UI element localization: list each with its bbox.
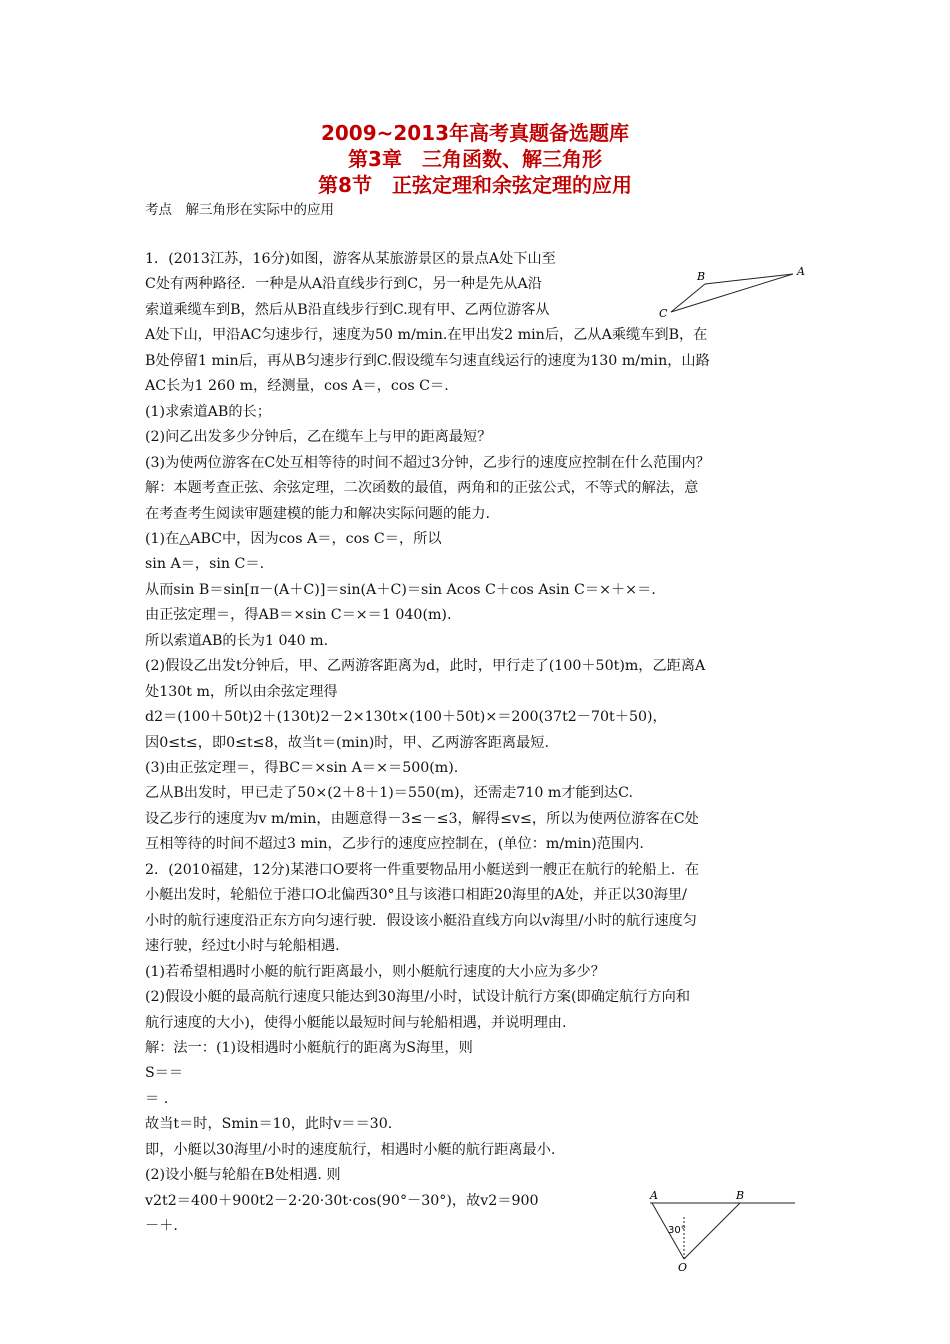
- vertex-label-a: A: [797, 265, 805, 278]
- text-line: sin A＝，sin C＝.: [145, 556, 265, 572]
- text-line: AC长为1 260 m，经测量，cos A＝，cos C＝.: [145, 378, 449, 394]
- text-line: C处有两种路径．一种是从A沿直线步行到C，另一种是先从A沿: [145, 276, 542, 292]
- text-line: 在考查考生阅读审题建模的能力和解决实际问题的能力.: [145, 506, 491, 522]
- text-line: 故当t＝时，Smin＝10，此时v＝＝30.: [145, 1116, 393, 1132]
- text-line: (2)假设乙出发t分钟后，甲、乙两游客距离为d，此时，甲行走了(100＋50t)m，乙距离A: [145, 658, 706, 674]
- topic-label: 考点 解三角形在实际中的应用: [145, 202, 334, 218]
- text-line: v2t2＝400＋900t2－2·20·30t·cos(90°－30°)，故v2＝900: [145, 1193, 539, 1209]
- section-title: 第8节 正弦定理和余弦定理的应用: [318, 173, 632, 197]
- segment-bo: [684, 1203, 740, 1259]
- text-line: (2)问乙出发多少分钟后，乙在缆车上与甲的距离最短？: [145, 429, 492, 445]
- text-line: B处停留1 min后，再从B匀速步行到C.假设缆车匀速直线运行的速度为130 m/min，山路: [145, 353, 710, 369]
- text-line: 解：本题考查正弦、余弦定理，二次函数的最值，两角和的正弦公式，不等式的解法，意: [145, 480, 699, 496]
- text-line: (2)设小艇与轮船在B处相遇. 则: [145, 1167, 341, 1183]
- text-line: 因0≤t≤，即0≤t≤8，故当t＝(min)时，甲、乙两游客距离最短.: [145, 735, 550, 751]
- text-line: 小时的航行速度沿正东方向匀速行驶．假设该小艇沿直线方向以v海里/小时的航行速度匀: [145, 913, 697, 929]
- segment-ac: [671, 274, 793, 312]
- text-line: －＋.: [145, 1218, 178, 1234]
- point-label-b: B: [736, 1189, 745, 1202]
- text-line: 1．(2013江苏，16分)如图，游客从某旅游景区的景点A处下山至: [145, 251, 556, 267]
- text-line: (1)求索道AB的长；: [145, 404, 271, 420]
- text-line: (3)为使两位游客在C处互相等待的时间不超过3分钟，乙步行的速度应控制在什么范围内？: [145, 455, 710, 471]
- point-label-a: A: [650, 1189, 658, 1202]
- text-line: 从而sin B＝sin[π－(A＋C)]＝sin(A＋C)＝sin Acos C＋cos Asin C＝×＋×＝.: [145, 582, 656, 598]
- text-line: d2＝(100＋50t)2＋(130t)2－2×130t×(100＋50t)×＝200(37t2－70t＋50)，: [145, 709, 667, 725]
- text-line: 索道乘缆车到B，然后从B沿直线步行到C.现有甲、乙两位游客从: [145, 302, 550, 318]
- text-line: 航行速度的大小)，使得小艇能以最短时间与轮船相遇，并说明理由.: [145, 1015, 567, 1031]
- vertex-label-b: B: [697, 270, 706, 283]
- document-title: 2009~2013年高考真题备选题库: [320, 121, 630, 145]
- navigation-figure: [640, 1185, 800, 1275]
- triangle-abc-figure: [655, 262, 815, 322]
- text-line: ＝ .: [145, 1091, 169, 1107]
- text-line: 速行驶，经过t小时与轮船相遇.: [145, 938, 340, 954]
- text-line: 即，小艇以30海里/小时的速度航行，相遇时小艇的航行距离最小.: [145, 1142, 556, 1158]
- segment-ab: [705, 274, 793, 284]
- text-line: 由正弦定理＝，得AB＝×sin C＝×＝1 040(m).: [145, 607, 452, 623]
- text-line: A处下山，甲沿AC匀速步行，速度为50 m/min.在甲出发2 min后，乙从A乘缆车到B，在: [145, 327, 708, 343]
- text-line: 所以索道AB的长为1 040 m.: [145, 633, 329, 649]
- text-line: (2)假设小艇的最高航行速度只能达到30海里/小时，试设计航行方案(即确定航行方向和: [145, 989, 691, 1005]
- text-line: (1)若希望相遇时小艇的航行距离最小，则小艇航行速度的大小应为多少？: [145, 964, 605, 980]
- chapter-title: 第3章 三角函数、解三角形: [348, 147, 602, 171]
- text-line: 小艇出发时，轮船位于港口O北偏西30°且与该港口相距20海里的A处，并正以30海里/: [145, 887, 687, 903]
- text-line: (1)在△ABC中，因为cos A＝，cos C＝，所以: [145, 531, 442, 547]
- point-label-o: O: [678, 1261, 688, 1274]
- text-line: 处130t m，所以由余弦定理得: [145, 684, 338, 700]
- vertex-label-c: C: [659, 307, 668, 320]
- text-line: 互相等待的时间不超过3 min，乙步行的速度应控制在，(单位：m/min)范围内.: [145, 836, 644, 852]
- angle-label: 30°: [668, 1225, 686, 1236]
- text-line: S＝＝: [145, 1065, 184, 1081]
- text-line: 解：法一：(1)设相遇时小艇航行的距离为S海里，则: [145, 1040, 473, 1056]
- text-line: 乙从B出发时，甲已走了50×(2＋8＋1)＝550(m)，还需走710 m才能到达C.: [145, 785, 633, 801]
- segment-bc: [671, 284, 705, 312]
- text-line: (3)由正弦定理＝，得BC＝×sin A＝×＝500(m).: [145, 760, 459, 776]
- text-line: 设乙步行的速度为v m/min，由题意得－3≤－≤3，解得≤v≤，所以为使两位游客在C处: [145, 811, 699, 827]
- text-line: 2．(2010福建，12分)某港口O要将一件重要物品用小艇送到一艘正在航行的轮船上．在: [145, 862, 700, 878]
